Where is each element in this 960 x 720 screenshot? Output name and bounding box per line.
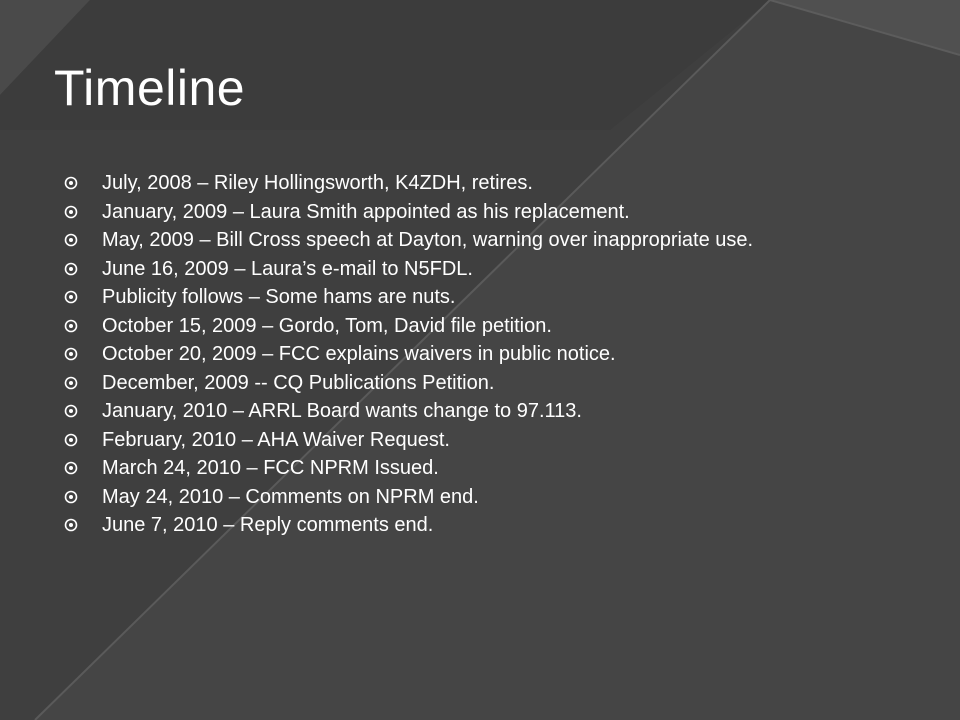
list-item [64,172,884,194]
target-icon [64,176,78,190]
target-icon [64,518,78,532]
list-item-text: January, 2009 – Laura Smith appointed as his replacement. [102,200,630,223]
list-item [64,486,884,508]
slide-title: Timeline [54,60,246,116]
list-item-text: June 16, 2009 – Laura’s e-mail to N5FDL. [102,257,473,280]
target-icon [64,319,78,333]
list-item-text: October 20, 2009 – FCC explains waivers in public notice. [102,343,616,365]
list-item [64,457,884,479]
list-item-text: October 15, 2009 – Gordo, Tom, David file petition. [102,314,552,337]
list-item [64,343,884,365]
target-icon [64,376,78,390]
list-item-text: Publicity follows – Some hams are nuts. [102,286,456,308]
list-item-text: January, 2010 – ARRL Board wants change to 97.113. [102,400,582,422]
list-item [64,258,884,280]
target-icon [64,433,78,447]
list-item-text: May, 2009 – Bill Cross speech at Dayton, warning over inappropriate use. [102,229,754,251]
list-item-text: March 24, 2010 – FCC NPRM Issued. [102,457,439,479]
target-icon [64,461,78,475]
list-item-text: May 24, 2010 – Comments on NPRM end. [102,485,479,508]
target-icon [64,233,78,247]
list-item [64,400,884,422]
target-icon [64,404,78,418]
list-item [64,201,884,223]
list-item [64,229,884,251]
target-icon [64,490,78,504]
list-item-text: February, 2010 – AHA Waiver Request. [102,428,450,451]
target-icon [64,290,78,304]
list-item [64,514,884,536]
timeline-list [64,172,884,543]
list-item-text: June 7, 2010 – Reply comments end. [102,514,434,536]
list-item [64,429,884,451]
list-item-text: July, 2008 – Riley Hollingsworth, K4ZDH, retires. [102,172,533,194]
target-icon [64,205,78,219]
list-item [64,286,884,308]
list-item-text: December, 2009 -- CQ Publications Petition. [102,371,495,394]
list-item [64,372,884,394]
target-icon [64,262,78,276]
target-icon [64,347,78,361]
list-item [64,315,884,337]
